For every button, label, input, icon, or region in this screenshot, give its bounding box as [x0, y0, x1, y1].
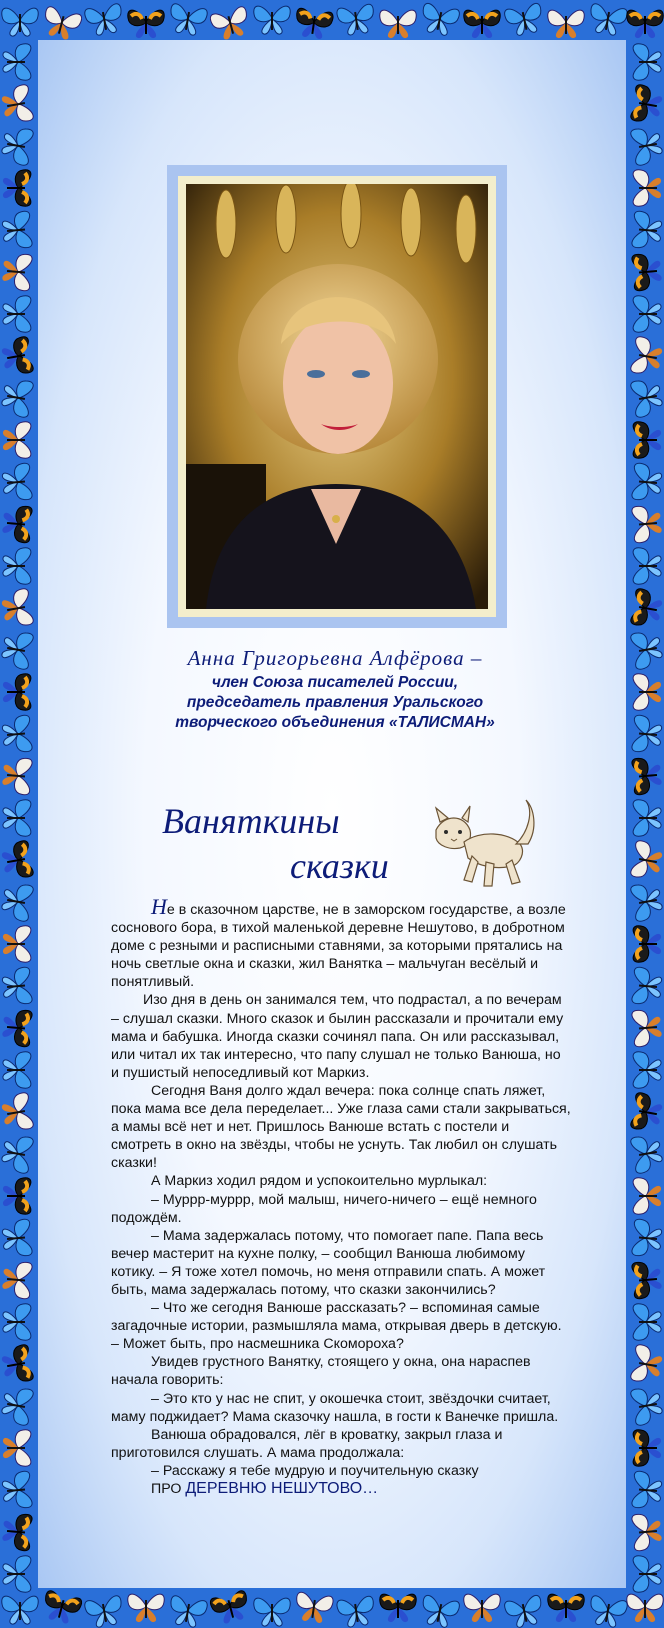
story-title-line-1: Ваняткины	[162, 801, 340, 841]
story-paragraph: – Муррр-муррр, мой малыш, ничего-ничего – ещё немного подождём.	[111, 1191, 537, 1226]
kitten-illustration	[416, 792, 546, 892]
story-paragraph	[111, 1480, 571, 1498]
story-paragraph: Увидев грустного Ванятку, стоящего у окна, она нараспев начала говорить:	[111, 1354, 531, 1389]
story-paragraph: Ванюша обрадовался, лёг в кроватку, закрыл глаза и приготовился слушать. А мама продолжала:	[111, 1426, 503, 1461]
author-portrait	[186, 184, 488, 609]
story-paragraph: Изо дня в день он занимался тем, что подрастал, а по вечерам – слушал сказки. Много сказок и былин рассказали и прочитали ему мама и бабушка. Иногда сказки сочинял папа. Он или рассказывал, или читал их так интересно, что папу слушал не только Ванюша, но и пушистый непоседливый кот Маркиз.	[111, 992, 564, 1081]
drop-cap: Н	[151, 894, 167, 919]
story-title-line-2: сказки	[290, 846, 389, 886]
author-title-line-2: председатель правления Уральского	[186, 694, 484, 711]
story-text	[111, 894, 571, 1498]
portrait-illustration	[186, 184, 488, 609]
paragraph-text: е в сказочном царстве, не в заморском государстве, а возле соснового бора, в тихой маленькой деревне Нешутово, в добротном доме с резными и расписными ставнями, за которыми прятались на ночь светлые окна и сказки, жил Ванятка – мальчуган весёлый и понятливый.	[111, 902, 566, 991]
author-title-line-3: творческого объединения «ТАЛИСМАН»	[175, 714, 495, 731]
story-paragraph: – Что же сегодня Ванюше рассказать? – вспоминая самые загадочные истории, размышляла мама, открывая дверь в детскую. – Может быть, про насмешника Скомороха?	[111, 1300, 562, 1353]
author-title-line-1: член Союза писателей России,	[211, 674, 459, 691]
paragraph-text: ПРО	[151, 1481, 182, 1497]
story-next-title: ДЕРЕВНЮ НЕШУТОВО…	[185, 1480, 379, 1497]
story-paragraph: А Маркиз ходил рядом и успокоительно мурлыкал:	[151, 1173, 488, 1190]
story-paragraph: – Расскажу я тебе мудрую и поучительную сказку	[151, 1462, 479, 1479]
story-paragraph	[111, 894, 571, 991]
author-name: Анна Григорьевна Алфёрова –	[187, 646, 483, 670]
story-paragraph: Сегодня Ваня долго ждал вечера: пока солнце спать ляжет, пока мама все дела переделает... Уже глаза сами стали закрываться, а мамы всё нет и нет. Пришлось Ванюше встать с постели и смотреть в окно на звёзды, чтобы не уснуть. Так любил он слушать сказки!	[111, 1082, 571, 1172]
story-paragraph: – Мама задержалась потому, что помогает папе. Папа весь вечер мастерит на кухне полку, – сообщил Ванюша любимому котику. – Я тоже хотел помочь, но меня отправили спать. А может быть, мама задержалась потому, что сказки закончились?	[111, 1227, 546, 1298]
story-paragraph: – Это кто у нас не спит, у окошечка стоит, звёздочки считает, маму поджидает? Мама сказочку нашла, в гости к Ванечке пришла.	[111, 1390, 559, 1425]
